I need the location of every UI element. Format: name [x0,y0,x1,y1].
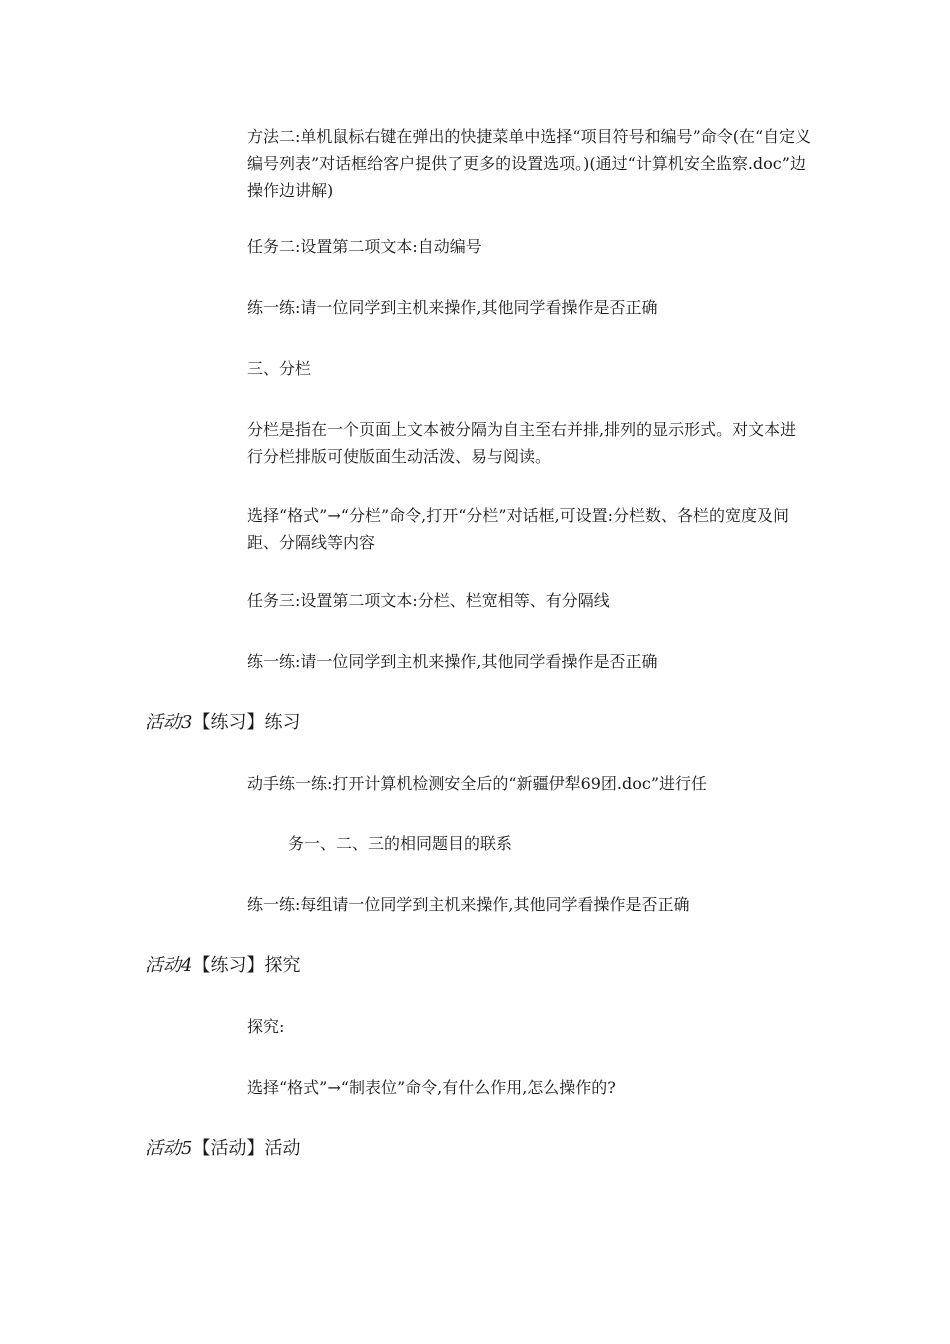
paragraph-hands-on: 动手练一练:打开计算机检测安全后的“新疆伊犁69团.doc”进行任 [247,774,708,793]
activity-3-heading [145,709,300,737]
activity-4-title: 【练习】探究 [192,955,301,976]
paragraph-group-practice: 练一练:每组请一位同学到主机来操作,其他同学看操作是否正确 [247,895,690,914]
activity-4-heading [145,952,300,980]
paragraph-columns-command: 选择“格式”→“分栏”命令,打开“分栏”对话框,可设置:分栏数、各栏的宽度及间距、分隔线等内容 [247,506,790,552]
paragraph-task-three: 任务三:设置第二项文本:分栏、栏宽相等、有分隔线 [247,591,610,610]
activity-5-title: 【活动】活动 [192,1138,301,1159]
activity-5-heading [145,1135,300,1163]
paragraph-task-two: 任务二:设置第二项文本:自动编号 [247,237,482,256]
activity-3-title: 【练习】练习 [192,712,301,733]
paragraph-columns-definition: 分栏是指在一个页面上文本被分隔为自主至右并排,排列的显示形式。对文本进行分栏排版可使版面生动活泼、易与阅读。 [247,420,797,466]
paragraph-hands-on-continued: 务一、二、三的相同题目的联系 [288,834,513,853]
paragraph-method-two: 方法二:单机鼠标右键在弹出的快捷菜单中选择“项目符号和编号”命令(在“自定义编号列表”对话框给客户提供了更多的设置选项。)(通过“计算机安全监察.doc”边操作边讲解) [247,127,812,200]
paragraph-tab-stops: 选择“格式”→“制表位”命令,有什么作用,怎么操作的? [247,1078,616,1097]
activity-4-label: 活动4 [145,955,193,976]
paragraph-practice-1: 练一练:请一位同学到主机来操作,其他同学看操作是否正确 [247,298,658,317]
paragraph-practice-2: 练一练:请一位同学到主机来操作,其他同学看操作是否正确 [247,652,658,671]
activity-3-label: 活动3 [145,712,193,733]
section-title-columns: 三、分栏 [247,359,312,378]
activity-5-label: 活动5 [145,1138,193,1159]
paragraph-explore: 探究: [247,1017,285,1036]
